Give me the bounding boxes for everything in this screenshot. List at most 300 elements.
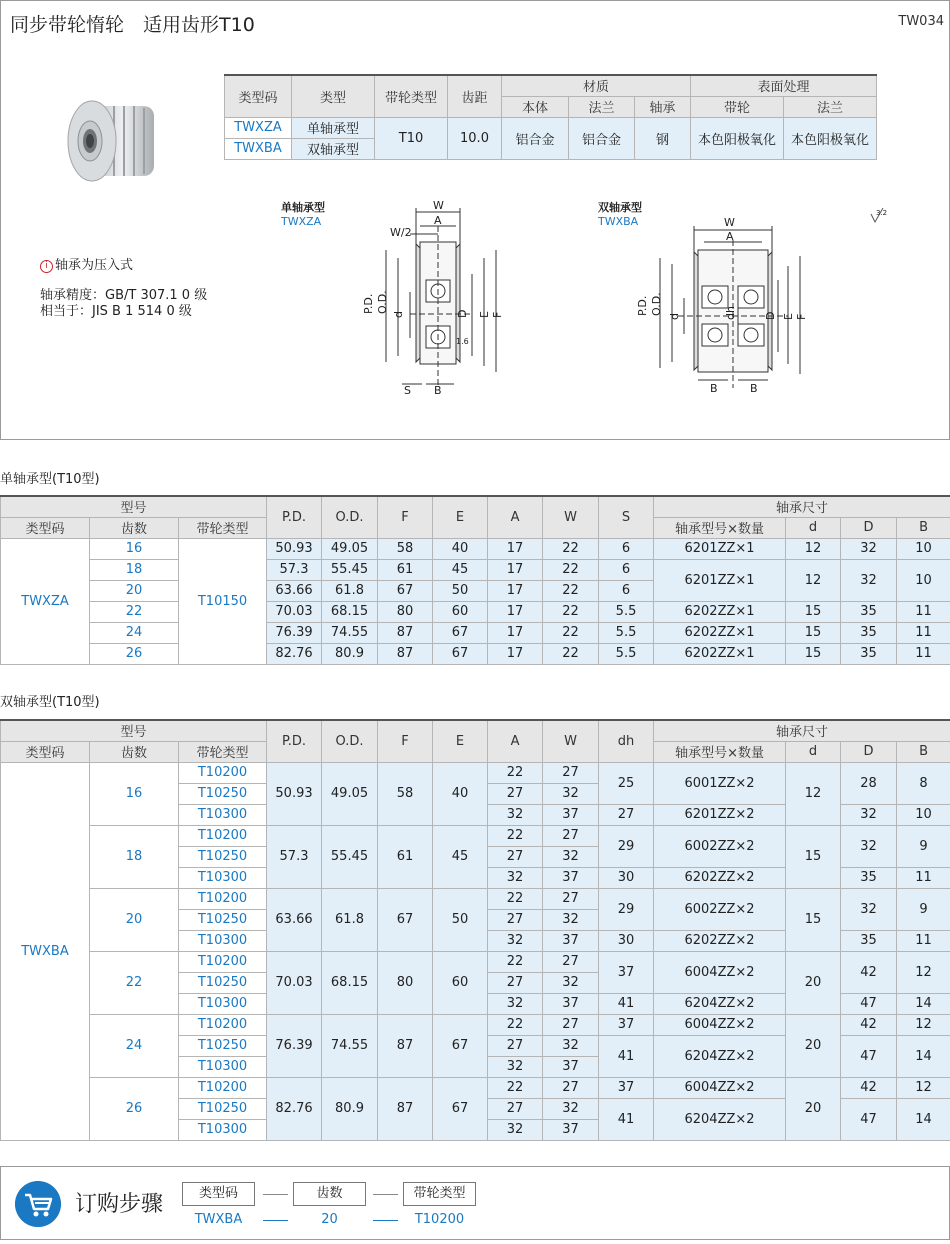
table-row <box>1 762 950 783</box>
table-cell: 41 <box>599 993 654 1014</box>
table-cell: 6204ZZ×2 <box>654 1098 786 1140</box>
table-cell: 24 <box>90 1014 179 1077</box>
table-cell: T10250 <box>179 972 267 993</box>
table-cell: 32 <box>841 804 897 825</box>
table-cell: 45 <box>433 825 488 888</box>
spec-code: TWXBA <box>225 138 292 159</box>
table-cell: 32 <box>543 783 599 804</box>
table-cell: 27 <box>488 909 543 930</box>
head-pd: P.D. <box>267 720 322 762</box>
head-D: D <box>841 517 897 538</box>
single-drawing-label <box>281 199 325 228</box>
table-cell: 87 <box>378 622 433 643</box>
table-cell: 32 <box>543 846 599 867</box>
table-cell: 67 <box>433 643 488 664</box>
table-cell: 22 <box>543 622 599 643</box>
table-row <box>1 1014 950 1035</box>
table-cell: 32 <box>841 538 897 559</box>
spec-ptype: T10 <box>375 117 448 159</box>
table-cell: 6 <box>599 559 654 580</box>
dim-roughness: 1.6 <box>456 337 469 346</box>
table-cell: 5.5 <box>599 622 654 643</box>
table-cell: 55.45 <box>322 559 378 580</box>
table-cell: 32 <box>841 888 897 930</box>
table-cell: 12 <box>897 1077 950 1098</box>
spec-head-type: 类型 <box>292 75 375 117</box>
table-cell: 18 <box>90 559 179 580</box>
table-cell: 63.66 <box>267 888 322 951</box>
table-cell: 6004ZZ×2 <box>654 1014 786 1035</box>
table-cell: 50 <box>433 580 488 601</box>
table-cell: 17 <box>488 601 543 622</box>
table-cell: 12 <box>897 951 950 993</box>
order-label-teeth: 齿数 <box>293 1182 366 1206</box>
table-cell: 15 <box>786 601 841 622</box>
table-cell: 87 <box>378 1014 433 1077</box>
dim-B: B <box>434 384 442 397</box>
table-cell: 67 <box>378 888 433 951</box>
table-cell: 22 <box>543 601 599 622</box>
table-cell: 35 <box>841 930 897 951</box>
table-cell: 32 <box>543 1035 599 1056</box>
table-cell: 29 <box>599 825 654 867</box>
single-ptype: T10150 <box>179 538 267 664</box>
spec-head-body: 本体 <box>502 96 569 117</box>
double-drawing-code: TWXBA <box>598 215 639 228</box>
table-cell: 37 <box>543 867 599 888</box>
head-a: A <box>488 720 543 762</box>
table-cell: 6201ZZ×1 <box>654 538 786 559</box>
table-cell: 67 <box>433 1014 488 1077</box>
head-d: d <box>786 741 841 762</box>
table-cell: 32 <box>543 909 599 930</box>
table-cell: 61.8 <box>322 888 378 951</box>
table-cell: 27 <box>543 1014 599 1035</box>
order-value-teeth: 20 <box>321 1212 338 1227</box>
order-steps <box>0 1166 950 1240</box>
head-bmodel: 轴承型号×数量 <box>654 741 786 762</box>
double-drawing-title: 双轴承型 <box>598 201 642 214</box>
table-cell: 47 <box>841 1098 897 1140</box>
table-cell: 28 <box>841 762 897 804</box>
table-cell: 37 <box>543 930 599 951</box>
head-f: F <box>378 720 433 762</box>
table-cell: 22 <box>543 580 599 601</box>
table-cell: 9 <box>897 825 950 867</box>
table-cell: 32 <box>543 1098 599 1119</box>
table-cell: 6204ZZ×2 <box>654 1035 786 1077</box>
table-cell: T10300 <box>179 930 267 951</box>
table-cell: 27 <box>488 783 543 804</box>
single-drawing-title: 单轴承型 <box>281 201 325 214</box>
table-cell: T10200 <box>179 825 267 846</box>
head-bearing: 轴承尺寸 <box>654 496 950 517</box>
table-cell: T10300 <box>179 804 267 825</box>
table-cell: T10300 <box>179 1056 267 1077</box>
table-cell: 27 <box>543 825 599 846</box>
table-cell: 6004ZZ×2 <box>654 1077 786 1098</box>
head-ptype: 带轮类型 <box>179 741 267 762</box>
table-cell: 27 <box>488 972 543 993</box>
table-cell: T10250 <box>179 1098 267 1119</box>
head-e: E <box>433 496 488 538</box>
table-cell: 27 <box>543 951 599 972</box>
head-model: 型号 <box>1 496 267 517</box>
dim-A: A <box>434 214 442 227</box>
table-cell: 6002ZZ×2 <box>654 888 786 930</box>
roughness-symbol <box>868 206 888 226</box>
table-cell: 60 <box>433 951 488 1014</box>
single-section-title: 单轴承型(T10型) <box>0 472 100 487</box>
dim-d: d <box>392 311 405 318</box>
head-D: D <box>841 741 897 762</box>
table-cell: T10200 <box>179 762 267 783</box>
table-cell: 40 <box>433 538 488 559</box>
table-cell: 22 <box>488 762 543 783</box>
dim-OD: O.D. <box>650 292 663 316</box>
table-cell: 11 <box>897 867 950 888</box>
head-teeth: 齿数 <box>90 517 179 538</box>
table-cell: T10200 <box>179 1077 267 1098</box>
pulley-image <box>62 96 172 188</box>
order-title: 订购步骤 <box>75 1192 164 1217</box>
table-cell: 50.93 <box>267 538 322 559</box>
table-cell: 17 <box>488 559 543 580</box>
double-bearing-drawing <box>628 210 828 402</box>
table-cell: 20 <box>786 1077 841 1140</box>
spec-head-ptype: 带轮类型 <box>375 75 448 117</box>
dim-A: A <box>726 230 734 243</box>
single-drawing-code: TWXZA <box>281 215 322 228</box>
dim-W: W <box>724 216 735 229</box>
spec-surf-pulley: 本色阳极氧化 <box>691 117 784 159</box>
table-cell: 22 <box>543 643 599 664</box>
table-cell: 74.55 <box>322 622 378 643</box>
head-b: B <box>897 741 950 762</box>
order-connector <box>263 1194 288 1195</box>
table-cell: 30 <box>599 867 654 888</box>
dim-F: F <box>491 311 504 318</box>
dim-PD: P.D. <box>362 293 375 314</box>
head-bmodel: 轴承型号×数量 <box>654 517 786 538</box>
roughness-value: 3.2 <box>876 209 888 217</box>
spec-head-flange: 法兰 <box>569 96 635 117</box>
spec-head-material: 材质 <box>502 75 691 96</box>
table-cell: 41 <box>599 1035 654 1077</box>
accuracy-line-2: 相当于：JIS B 1 514 0 级 <box>40 304 192 319</box>
spec-flange: 铝合金 <box>569 117 635 159</box>
table-cell: 11 <box>897 930 950 951</box>
table-cell: 15 <box>786 622 841 643</box>
table-cell: 42 <box>841 1077 897 1098</box>
table-cell: 50 <box>433 888 488 951</box>
table-cell: T10250 <box>179 783 267 804</box>
table-cell: 10 <box>897 804 950 825</box>
table-cell: 6001ZZ×2 <box>654 762 786 804</box>
table-cell: 26 <box>90 1077 179 1140</box>
head-model: 型号 <box>1 720 267 741</box>
table-cell: 74.55 <box>322 1014 378 1077</box>
table-row <box>1 825 950 846</box>
table-cell: 80 <box>378 951 433 1014</box>
dim-dh: dh <box>724 306 737 320</box>
table-cell: 87 <box>378 1077 433 1140</box>
table-cell: 12 <box>786 559 841 601</box>
order-label-ptype: 带轮类型 <box>403 1182 476 1206</box>
single-bearing-table <box>0 495 950 665</box>
dim-d: d <box>668 313 681 320</box>
press-fit-text: 轴承为压入式 <box>55 258 134 273</box>
head-s: S <box>599 496 654 538</box>
table-cell: 41 <box>599 1098 654 1140</box>
head-a: A <box>488 496 543 538</box>
table-cell: 32 <box>488 993 543 1014</box>
dim-OD: O.D. <box>376 290 389 314</box>
table-cell: 68.15 <box>322 601 378 622</box>
table-cell: 26 <box>90 643 179 664</box>
single-bearing-drawing <box>350 196 520 402</box>
spec-type: 单轴承型 <box>292 117 375 138</box>
head-f: F <box>378 496 433 538</box>
table-cell: 32 <box>841 559 897 601</box>
head-w: W <box>543 496 599 538</box>
table-cell: 80 <box>378 601 433 622</box>
table-cell: T10200 <box>179 1014 267 1035</box>
table-cell: 14 <box>897 1098 950 1140</box>
table-cell: T10300 <box>179 1119 267 1140</box>
double-section-title: 双轴承型(T10型) <box>0 695 100 710</box>
table-cell: 49.05 <box>322 762 378 825</box>
table-cell: T10250 <box>179 909 267 930</box>
head-d: d <box>786 517 841 538</box>
head-code: 类型码 <box>1 741 90 762</box>
table-cell: 5.5 <box>599 643 654 664</box>
spec-head-bearing: 轴承 <box>635 96 691 117</box>
press-fit-note <box>40 254 133 273</box>
table-cell: 12 <box>786 538 841 559</box>
dim-E: E <box>782 313 795 320</box>
table-cell: 17 <box>488 643 543 664</box>
table-cell: 10 <box>897 538 950 559</box>
table-cell: 27 <box>488 1035 543 1056</box>
table-cell: 68.15 <box>322 951 378 1014</box>
head-e: E <box>433 720 488 762</box>
page-title: 同步带轮惰轮 适用齿形T10 <box>10 14 255 36</box>
table-cell: 37 <box>543 1056 599 1077</box>
table-cell: 11 <box>897 622 950 643</box>
table-cell: 70.03 <box>267 601 322 622</box>
table-cell: 35 <box>841 622 897 643</box>
table-cell: 15 <box>786 825 841 888</box>
head-bearing: 轴承尺寸 <box>654 720 950 741</box>
table-cell: 22 <box>543 538 599 559</box>
table-cell: 63.66 <box>267 580 322 601</box>
table-cell: 67 <box>433 1077 488 1140</box>
table-row <box>1 1077 950 1098</box>
table-cell: 12 <box>786 762 841 825</box>
order-value-ptype: T10200 <box>414 1212 465 1227</box>
table-cell: 27 <box>543 762 599 783</box>
table-cell: 17 <box>488 538 543 559</box>
table-cell: 16 <box>90 762 179 825</box>
table-cell: T10200 <box>179 951 267 972</box>
table-cell: 22 <box>488 1014 543 1035</box>
table-cell: 42 <box>841 1014 897 1035</box>
table-cell: 58 <box>378 762 433 825</box>
spec-body: 铝合金 <box>502 117 569 159</box>
table-cell: 6202ZZ×1 <box>654 643 786 664</box>
table-cell: 6 <box>599 580 654 601</box>
head-od: O.D. <box>322 720 378 762</box>
head-od: O.D. <box>322 496 378 538</box>
table-cell: 27 <box>488 846 543 867</box>
table-cell: 30 <box>599 930 654 951</box>
dim-S: S <box>404 384 411 397</box>
table-cell: 22 <box>488 888 543 909</box>
spec-pitch: 10.0 <box>448 117 502 159</box>
order-value-code: TWXBA <box>194 1212 243 1227</box>
table-cell: T10300 <box>179 993 267 1014</box>
table-cell: 32 <box>488 1119 543 1140</box>
table-cell: 80.9 <box>322 643 378 664</box>
spec-head-surf-flange: 法兰 <box>784 96 877 117</box>
table-cell: 6202ZZ×2 <box>654 930 786 951</box>
order-connector <box>263 1220 288 1221</box>
table-cell: 35 <box>841 867 897 888</box>
table-cell: 32 <box>488 804 543 825</box>
spec-table <box>224 74 877 160</box>
table-cell: T10200 <box>179 888 267 909</box>
table-cell: T10250 <box>179 1035 267 1056</box>
table-cell: 22 <box>488 825 543 846</box>
table-cell: 47 <box>841 1035 897 1077</box>
table-cell: 61 <box>378 825 433 888</box>
spec-head-surf-pulley: 带轮 <box>691 96 784 117</box>
double-bearing-table <box>0 719 950 1141</box>
table-cell: 42 <box>841 951 897 993</box>
spec-bearing: 钢 <box>635 117 691 159</box>
table-cell: 6204ZZ×2 <box>654 993 786 1014</box>
table-cell: 29 <box>599 888 654 930</box>
table-cell: 20 <box>786 1014 841 1077</box>
table-cell: 49.05 <box>322 538 378 559</box>
table-cell: 16 <box>90 538 179 559</box>
accuracy-line-1: 轴承精度：GB/T 307.1 0 级 <box>40 288 208 303</box>
table-cell: 6 <box>599 538 654 559</box>
table-cell: 24 <box>90 622 179 643</box>
table-cell: 37 <box>599 1077 654 1098</box>
table-cell: 20 <box>90 888 179 951</box>
table-cell: 22 <box>488 1077 543 1098</box>
dim-B: B <box>750 382 758 395</box>
table-cell: 50.93 <box>267 762 322 825</box>
table-cell: 27 <box>599 804 654 825</box>
table-row <box>1 888 950 909</box>
table-cell: 37 <box>599 1014 654 1035</box>
table-cell: 22 <box>488 951 543 972</box>
table-cell: 37 <box>543 1119 599 1140</box>
table-cell: 12 <box>897 1014 950 1035</box>
spec-surf-flange: 本色阳极氧化 <box>784 117 877 159</box>
dim-E: E <box>478 311 491 318</box>
single-code: TWXZA <box>1 538 90 664</box>
table-cell: 11 <box>897 643 950 664</box>
table-cell: 37 <box>543 993 599 1014</box>
table-cell: 6002ZZ×2 <box>654 825 786 867</box>
table-cell: 45 <box>433 559 488 580</box>
table-cell: 11 <box>897 601 950 622</box>
table-cell: 37 <box>543 804 599 825</box>
order-connector <box>373 1220 398 1221</box>
table-cell: 58 <box>378 538 433 559</box>
head-w: W <box>543 720 599 762</box>
cart-icon <box>15 1181 61 1227</box>
table-cell: 14 <box>897 993 950 1014</box>
table-cell: 32 <box>841 825 897 867</box>
table-cell: 57.3 <box>267 825 322 888</box>
table-cell: 17 <box>488 622 543 643</box>
spec-head-code: 类型码 <box>225 75 292 117</box>
table-cell: 5.5 <box>599 601 654 622</box>
table-cell: 82.76 <box>267 643 322 664</box>
table-cell: 35 <box>841 601 897 622</box>
table-cell: 9 <box>897 888 950 930</box>
head-pd: P.D. <box>267 496 322 538</box>
table-cell: 70.03 <box>267 951 322 1014</box>
product-code: TW034 <box>898 14 944 29</box>
table-cell: 10 <box>897 559 950 601</box>
table-cell: 6202ZZ×1 <box>654 622 786 643</box>
table-cell: 17 <box>488 580 543 601</box>
dim-B: B <box>710 382 718 395</box>
table-cell: 80.9 <box>322 1077 378 1140</box>
table-cell: 22 <box>543 559 599 580</box>
dim-PD: P.D. <box>636 295 649 316</box>
table-cell: 22 <box>90 951 179 1014</box>
table-cell: 22 <box>90 601 179 622</box>
dim-D: D <box>456 309 469 318</box>
dim-W2: W/2 <box>390 226 412 239</box>
table-cell: 20 <box>786 951 841 1014</box>
table-cell: 37 <box>599 951 654 993</box>
order-connector <box>373 1194 398 1195</box>
table-cell: 6201ZZ×1 <box>654 559 786 601</box>
table-cell: 27 <box>543 888 599 909</box>
table-cell: 82.76 <box>267 1077 322 1140</box>
dim-D: D <box>764 311 777 320</box>
table-cell: 47 <box>841 993 897 1014</box>
table-cell: 27 <box>543 1077 599 1098</box>
table-cell: 6202ZZ×1 <box>654 601 786 622</box>
spec-head-surface: 表面处理 <box>691 75 877 96</box>
table-cell: 32 <box>543 972 599 993</box>
table-cell: 18 <box>90 825 179 888</box>
table-cell: T10250 <box>179 846 267 867</box>
table-cell: 25 <box>599 762 654 804</box>
table-cell: 8 <box>897 762 950 804</box>
table-cell: 32 <box>488 867 543 888</box>
table-cell: 55.45 <box>322 825 378 888</box>
spec-code: TWXZA <box>225 117 292 138</box>
table-cell: 32 <box>488 930 543 951</box>
spec-type: 双轴承型 <box>292 138 375 159</box>
table-cell: TWXBA <box>1 762 90 1140</box>
order-label-code: 类型码 <box>182 1182 255 1206</box>
table-cell: 61 <box>378 559 433 580</box>
table-row <box>1 951 950 972</box>
table-cell: 32 <box>488 1056 543 1077</box>
table-cell: 67 <box>378 580 433 601</box>
